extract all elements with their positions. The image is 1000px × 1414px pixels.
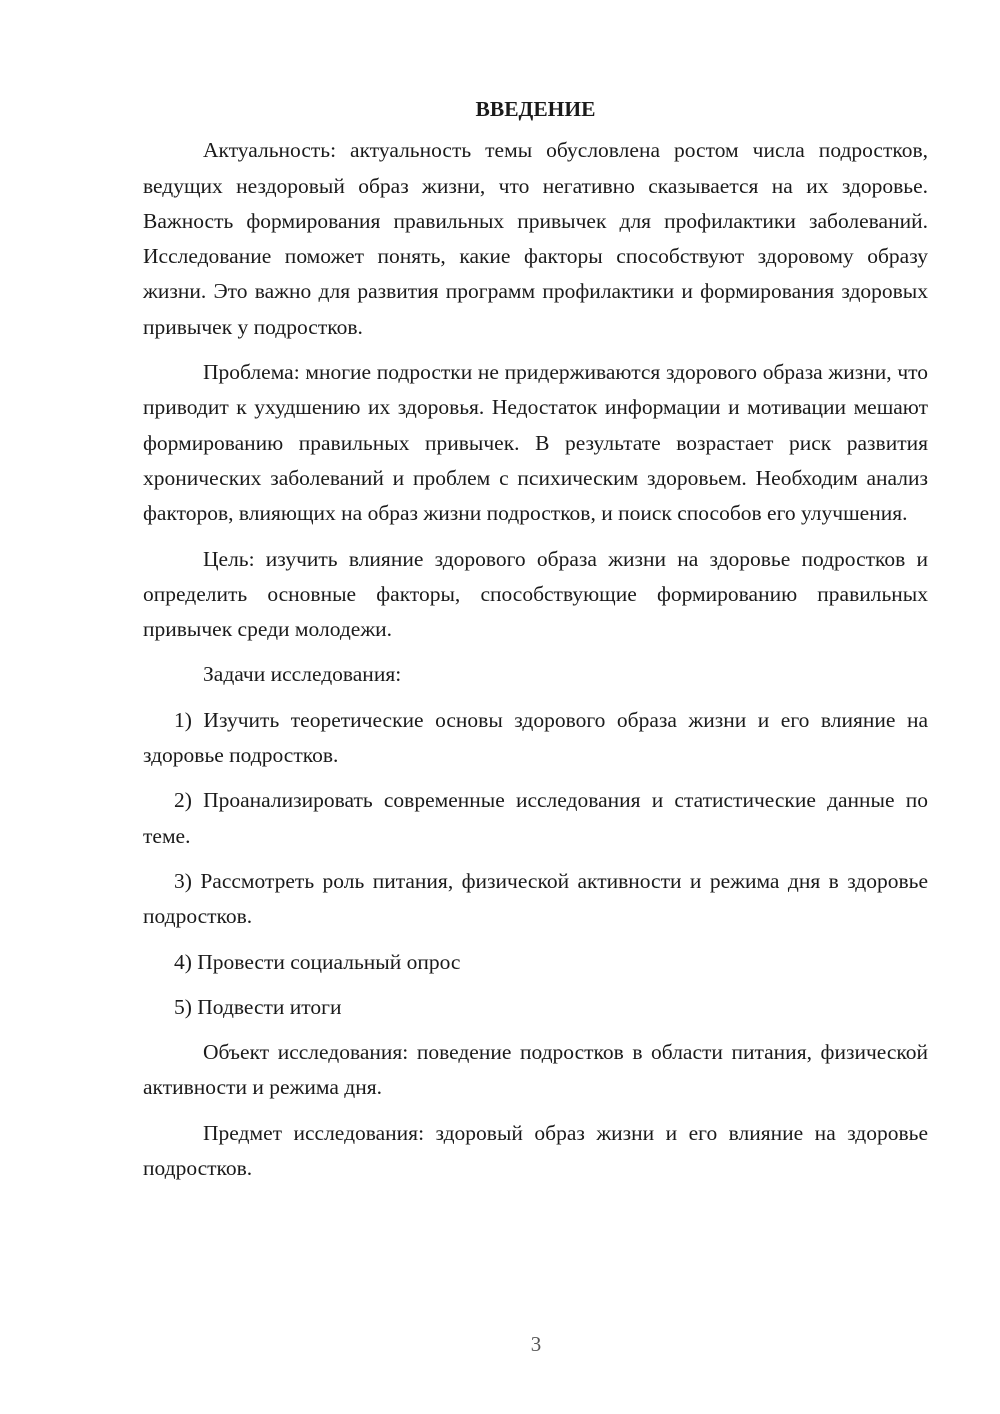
page-content <box>143 92 928 1196</box>
task-item-5: 5) Подвести итоги <box>174 994 342 1019</box>
relevance-paragraph: Актуальность: актуальность темы обусловлена ростом числа подростков, ведущих нездоровый образ жизни, что негативно сказывается на их здоровье. Важность формирования правильных привычек для профилактики заболеваний. Исследование поможет понять, какие факторы способствуют здоровому образу жизни. Это важно для развития программ профилактики и формирования здоровых привычек у подростков. <box>143 138 928 339</box>
task-item-3: 3) Рассмотреть роль питания, физической активности и режима дня в здоровье подростков. <box>143 868 928 929</box>
page-number: 3 <box>530 1332 542 1356</box>
task-item-4: 4) Провести социальный опрос <box>174 949 461 974</box>
problem-paragraph: Проблема: многие подростки не придерживаются здорового образа жизни, что приводит к ухудшению их здоровья. Недостаток информации и мотивации мешают формированию правильных привычек. В результате возрастает риск развития хронических заболеваний и проблем с психическим здоровьем. Необходим анализ факторов, влияющих на образ жизни подростков, и поиск способов его улучшения. <box>143 360 928 526</box>
object-paragraph: Объект исследования: поведение подростков в области питания, физической активности и режима дня. <box>143 1040 928 1100</box>
section-heading: ВВЕДЕНИЕ <box>475 97 596 121</box>
task-item-2: 2) Проанализировать современные исследования и статистические данные по теме. <box>143 788 928 848</box>
subject-paragraph: Предмет исследования: здоровый образ жизни и его влияние на здоровье подростков. <box>143 1120 928 1181</box>
tasks-heading: Задачи исследования: <box>203 662 402 687</box>
goal-paragraph: Цель: изучить влияние здорового образа жизни на здоровье подростков и определить основные факторы, способствующие формированию правильных привычек среди молодежи. <box>143 546 928 642</box>
task-item-1: 1) Изучить теоретические основы здорового образа жизни и его влияние на здоровье подростков. <box>143 707 928 768</box>
